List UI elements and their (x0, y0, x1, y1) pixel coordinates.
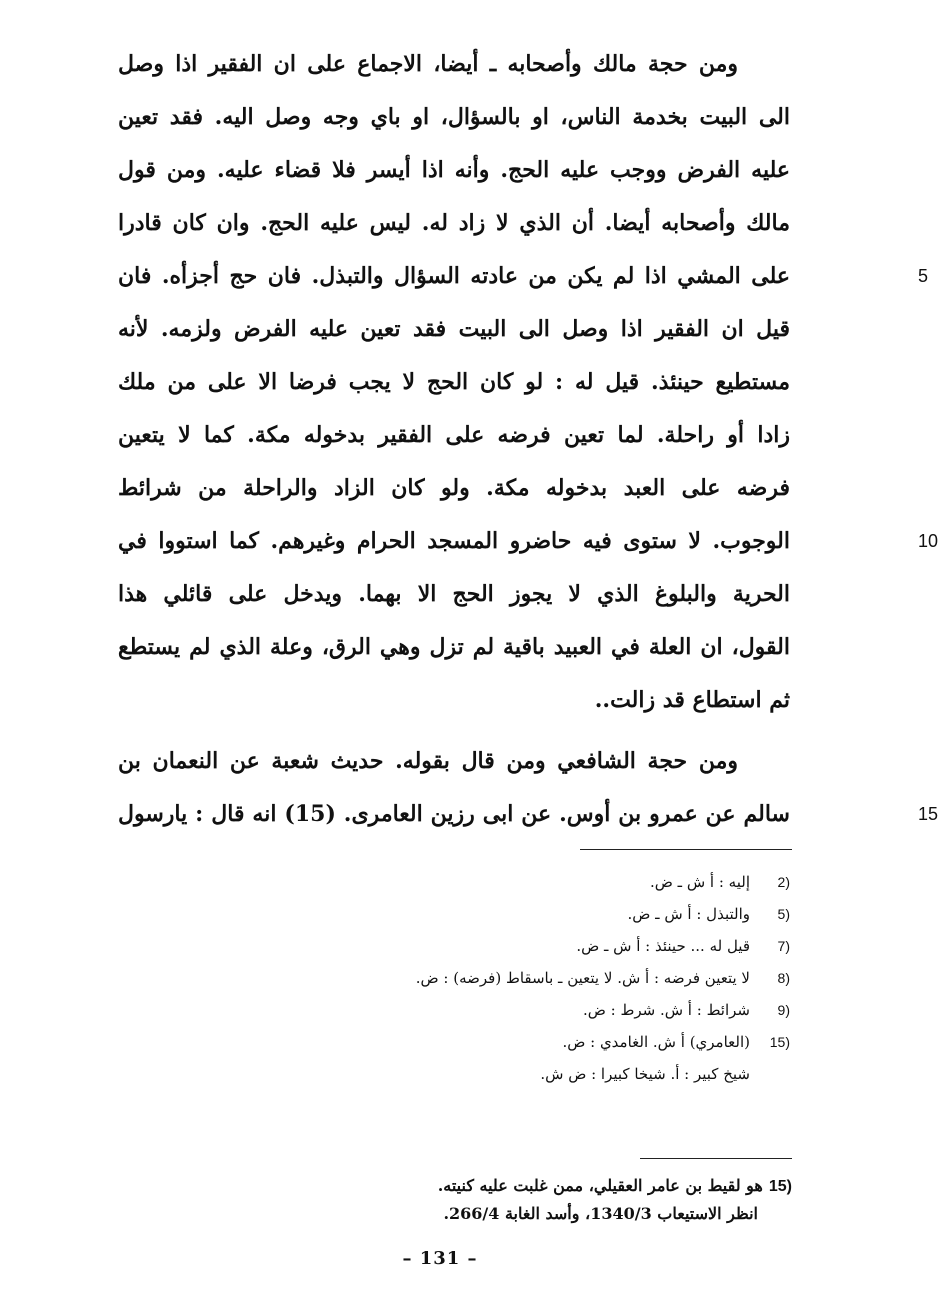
apparatus-entry-number: 2) (777, 874, 790, 890)
text-line-1: ومن حجة مالك وأصحابه ـ أيضا، الاجماع على ان الفقير اذا وصل (118, 51, 738, 77)
apparatus-entry-text: شرائط : أ ش. شرط : ض. (582, 1001, 750, 1019)
critical-apparatus (320, 866, 790, 1090)
text-line-15: سالم عن عمرو بن أوس. عن ابى رزين العامرى. (15) انه قال : يارسول 15 (118, 788, 790, 841)
main-text-block (118, 38, 938, 841)
apparatus-entry (320, 962, 790, 994)
apparatus-entry-number: 7) (777, 938, 790, 954)
footnote-divider (640, 1158, 792, 1159)
apparatus-entry-text: قيل له ... حينئذ : أ ش ـ ض. (576, 937, 750, 955)
text-line-3: عليه الفرض ووجب عليه الحج. وأنه اذا أيسر فلا قضاء عليه. ومن قول (118, 157, 790, 183)
text-line-6: قيل ان الفقير اذا وصل الى البيت فقد تعين عليه الفرض ولزمه. لأنه (118, 316, 790, 342)
apparatus-entry-number: 5) (777, 906, 790, 922)
text-line-2: الى البيت بخدمة الناس، او بالسؤال، او باي وجه وصل اليه. فقد تعين (118, 104, 790, 130)
apparatus-divider (580, 849, 792, 850)
footnote-line (300, 1200, 792, 1228)
text-line-4: مالك وأصحابه أيضا. أن الذي لا زاد له. ليس عليه الحج. وان كان قادرا (118, 210, 790, 236)
text-line-11: الحرية والبلوغ الذي لا يجوز الحج الا بهما. ويدخل على قائلي هذا (118, 581, 790, 607)
apparatus-entry-text: والتبذل : أ ش ـ ض. (627, 905, 750, 923)
line-number-10: 10 (918, 531, 938, 551)
apparatus-entry-number: 9) (777, 1002, 790, 1018)
text-line-10: الوجوب. لا ستوى فيه حاضرو المسجد الحرام وغيرهم. كما استووا في 10 (118, 515, 790, 568)
apparatus-entry (320, 1026, 790, 1058)
text-line-8: زادا أو راحلة. لما تعين فرضه على الفقير بدخوله مكة. كما لا يتعين (118, 422, 790, 448)
text-line-12: القول، ان العلة في العبيد باقية لم تزل وهي الرق، وعلة الذي لم يستطع (118, 634, 790, 660)
footnote-number: 15) (768, 1178, 792, 1195)
text-line-13: ثم استطاع قد زالت.. (594, 687, 790, 713)
footnote (300, 1172, 792, 1228)
text-line-7: مستطيع حينئذ. قيل له : لو كان الحج لا يجب فرضا الا على من ملك (118, 369, 790, 395)
apparatus-entry (320, 898, 790, 930)
line-number-5: 5 (918, 266, 929, 286)
apparatus-entry (320, 1058, 790, 1090)
footnote-line (300, 1172, 792, 1200)
apparatus-entry-text: إليه : أ ش ـ ض. (650, 873, 750, 891)
footnote-text: انظر الاستيعاب 1340/3، وأسد الغابة 266/4. (443, 1204, 758, 1223)
apparatus-entry-text: (العامري) أ ش. الغامدي : ض. (562, 1033, 750, 1051)
text-line-9: فرضه على العبد بدخوله مكة. ولو كان الزاد والراحلة من شرائط (118, 475, 790, 501)
apparatus-entry (320, 930, 790, 962)
line-number-15: 15 (918, 804, 938, 824)
apparatus-entry-number: 15) (769, 1034, 790, 1050)
text-line-14: ومن حجة الشافعي ومن قال بقوله. حديث شعبة عن النعمان بن (118, 748, 738, 774)
apparatus-entry (320, 866, 790, 898)
apparatus-entry-text: لا يتعين فرضه : أ ش. لا يتعين ـ باسقاط (فرضه) : ض. (415, 969, 750, 987)
apparatus-entry-number: 8) (777, 970, 790, 986)
apparatus-entry-text: شيخ كبير : أ. شيخا كبيرا : ض ش. (540, 1065, 750, 1083)
text-line-5: على المشي اذا لم يكن من عادته السؤال والتبذل. فان حج أجزأه. فان 5 (118, 250, 790, 303)
apparatus-entry (320, 994, 790, 1026)
footnote-text: هو لقيط بن عامر العقيلي، ممن غلبت عليه كنيته. (437, 1176, 763, 1195)
page-number: – 131 – (402, 1248, 478, 1269)
